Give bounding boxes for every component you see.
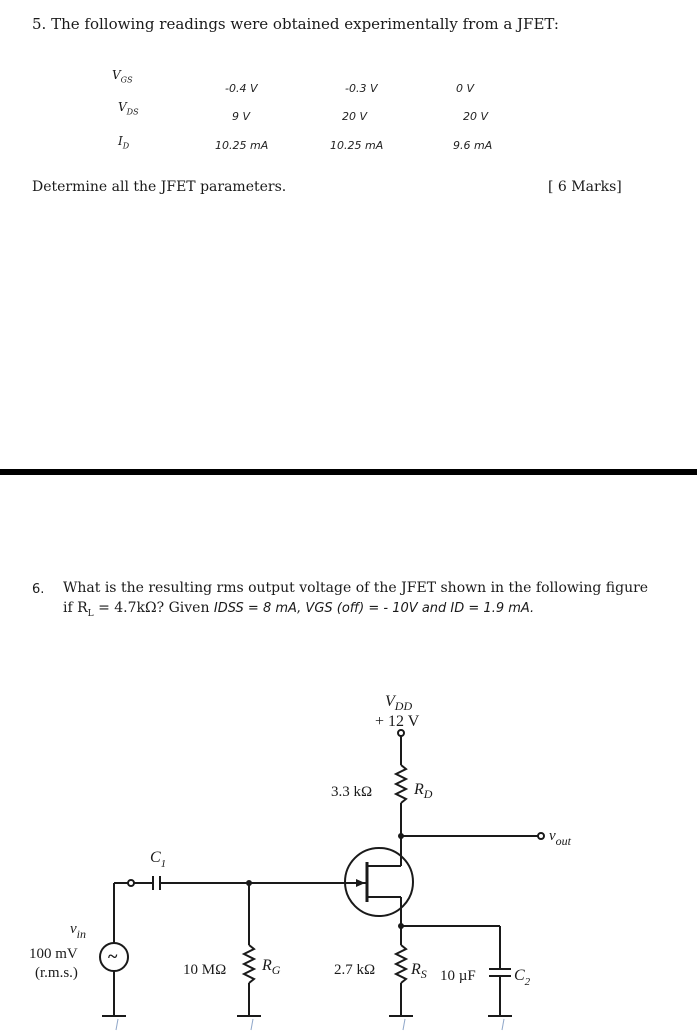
q5-prompt: Determine all the JFET parameters. [32,179,287,195]
vdd-terminal [398,730,404,736]
rg-value: 10 MΩ [183,962,227,978]
ac-source-symbol: ~ [108,946,118,966]
vin-note: (r.m.s.) [35,965,78,981]
q5-marks: [ 6 Marks] [548,179,622,195]
rs-value: 2.7 kΩ [334,962,376,978]
vgs-cell: 0 V [456,82,475,95]
q5-question [32,15,559,33]
c2-value: 10 µF [440,968,476,984]
id-row-label: $I_D$ [118,134,130,151]
rg-label: $R_G$ [262,957,281,977]
c1-label: $C_1$ [150,849,167,870]
vdd-value: + 12 V [375,713,420,730]
vout-terminal [538,833,544,839]
vin-label: $v_{in}$ [70,921,87,941]
q6-number: 6. [32,582,45,597]
rd-value: 3.3 kΩ [331,784,373,800]
section-divider [0,469,697,475]
vds-cell: 20 V [463,110,489,123]
vout-label: $v_{out}$ [549,828,572,848]
rd-resistor [396,765,406,803]
c2-label: $C_2$ [514,967,531,988]
jfet-amplifier-circuit [0,680,697,1034]
q5-number: 5. [32,15,47,33]
vgs-cell: -0.4 V [225,82,258,95]
rd-label: $R_D$ [414,781,433,801]
gate-arrow [356,879,365,887]
vdd-label: $V_{DD}$ [385,693,413,713]
rg-resistor [244,945,254,983]
rs-resistor [396,945,406,983]
vds-cell: 9 V [232,110,251,123]
q6-line1: What is the resulting rms output voltage of the JFET shown in the following figure [63,580,649,596]
vin-value: 100 mV [29,946,78,962]
id-cell: 10.25 mA [215,139,269,152]
vds-cell: 20 V [342,110,368,123]
q5-text: The following readings were obtained experimentally from a JFET: [51,15,559,33]
vgs-cell: -0.3 V [345,82,378,95]
q6-line2: if $R_L = 4.7k\Omega$? Given IDSS = 8 mA, VGS (off) = - 10V and ID = 1.9 mA. [63,600,535,619]
rs-label: $R_S$ [411,961,427,981]
vgs-row-label: $V_{GS}$ [112,68,133,85]
vds-row-label: $V_{DS}$ [118,100,139,117]
id-cell: 10.25 mA [330,139,384,152]
id-cell: 9.6 mA [453,139,493,152]
